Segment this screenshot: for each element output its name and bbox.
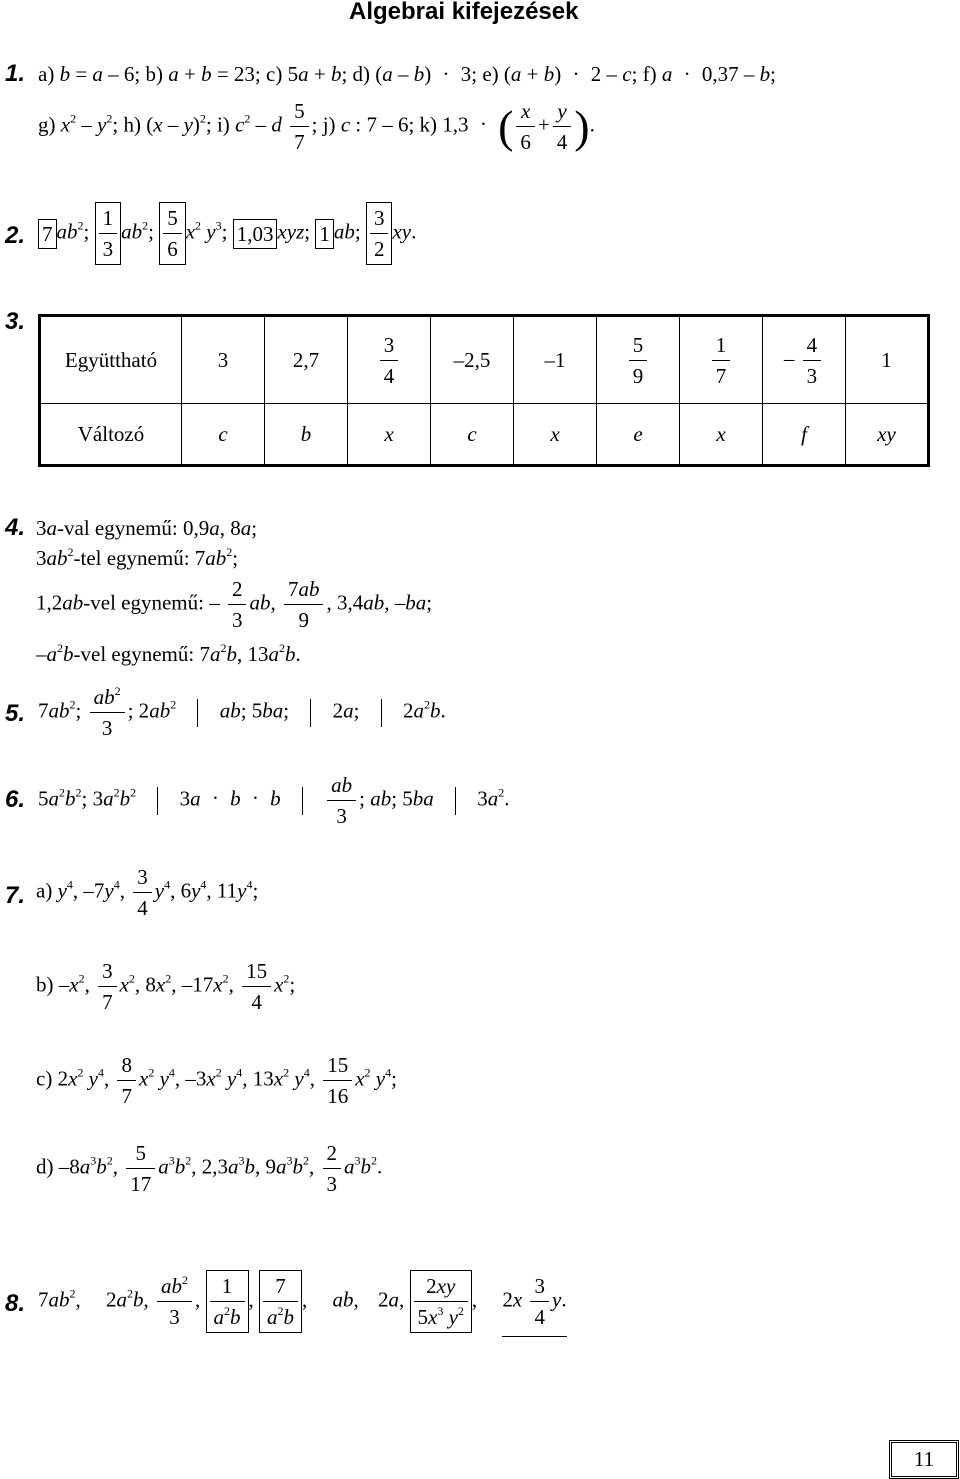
exercise-number-7: 7.: [5, 882, 26, 909]
table-cell: b: [265, 404, 348, 466]
exercise-number-4: 4.: [5, 514, 26, 541]
table-cell: $\frac{5}{9}$: [597, 316, 680, 404]
answer-7b: b) $-x^2$, $\frac{3}{7}$ $x^2$, $8x^2$, $-17x^2$, $\frac{15}{4}$ $x^2$;: [36, 956, 295, 1017]
answer-7a: a) $y^4$, $-7y^4$, $\frac{3}{4}$ $y^4$, $6y^4$, $11y^4$;: [36, 862, 258, 923]
table-cell: x: [348, 404, 431, 466]
table-cell: x: [514, 404, 597, 466]
exercise-number-2: 2.: [5, 222, 26, 249]
table-cell: e: [597, 404, 680, 466]
table-cell: f: [763, 404, 846, 466]
variable-row: [40, 404, 929, 466]
table-cell: –1: [514, 316, 597, 404]
answer-4-line-2: $3ab^2$-tel egynemű: $7ab^2$;: [36, 545, 239, 570]
page-number: 11: [889, 1440, 959, 1479]
table-cell: 3: [182, 316, 265, 404]
coefficient-row: [40, 316, 929, 404]
table-cell: 1: [846, 316, 929, 404]
table-cell: – $\frac{4}{3}$: [763, 316, 846, 404]
row-label-variable: Változó: [40, 404, 182, 466]
answer-4-line-1: 3a-val egynemű: 0,9a, 8a;: [36, 516, 258, 540]
answer-5: $7ab^2$; $\frac{ab^2}{3}$ ; $2ab^2$ ab; 5ba; 2a; $2a^2b$.: [38, 684, 446, 740]
table-cell: –2,5: [431, 316, 514, 404]
table-cell: xy: [846, 404, 929, 466]
answer-1-line-2: g) $x^2 - y^2$; h) (x – y)$^2$; i) $c^2$ – d $\frac{5}{7}$ ; j) c : 7 – 6; k) 1,3 · ( $\frac{x}{6}$ + $\frac{y}{4}$ ).: [38, 96, 595, 157]
exercise-number-6: 6.: [5, 786, 26, 813]
answer-7c: c) $2x^2$ $y^4$, $\frac{8}{7}$ $x^2$ $y^4$, $-3x^2$ $y^4$, $13x^2$ $y^4$, $\frac{15}{16}$ $x^2$ $y^4$;: [36, 1050, 397, 1111]
exercise-number-1: 1.: [5, 60, 26, 87]
answer-1-line-1: a) b = a – 6; b) a + b = 23; c) 5a + b; d) (a – b) · 3; e) (a + b) · 2 – c; f) a · 0,37 – b;: [38, 62, 777, 86]
answer-2: 7 $ab^2$; $\frac{1}{3}$ $ab^2$; $\frac{5}{6}$ $x^2$ $y^3$; 1,03 xyz; 1 ab; $\frac{3}{2}$ xy.: [38, 202, 416, 265]
exercise-number-8: 8.: [5, 1290, 26, 1317]
coefficient-variable-table: [38, 314, 930, 467]
table-cell: c: [431, 404, 514, 466]
page-title: Algebrai kifejezések: [349, 0, 579, 25]
table-cell: x: [680, 404, 763, 466]
table-cell: $\frac{3}{4}$: [348, 316, 431, 404]
answer-4-line-4: $-a^2b$-vel egynemű: $7a^2b$, $13a^2b$.: [36, 641, 301, 666]
answer-7d: d) $-8a^3b^2$, $\frac{5}{17}$ $a^3b^2$, $2,3a^3b$, $9a^3b^2$, $\frac{2}{3}$ $a^3b^2$.: [36, 1138, 382, 1199]
answer-4-line-3: 1,2ab-vel egynemű: – $\frac{2}{3}$ ab, $\frac{7ab}{9}$ , 3,4ab, –ba;: [36, 574, 432, 635]
table-cell: c: [182, 404, 265, 466]
table-cell: 2,7: [265, 316, 348, 404]
table-cell: $\frac{1}{7}$: [680, 316, 763, 404]
answer-8: $7ab^2$, $2a^2b$, $\frac{ab^2}{3}$ , $\frac{1}{a^2b}$ , $\frac{7}{a^2b}$ , ab, 2a, $\frac{2xy}{5x^3 y^2}$ , 2x $\frac{3}{4}$ y.: [38, 1270, 567, 1337]
row-label-coefficient: Együttható: [40, 316, 182, 404]
answer-6: $5a^2b^2$; $3a^2b^2$ 3a · b · b $\frac{ab}{3}$ ; ab; 5ba $3a^2$.: [38, 770, 510, 831]
exercise-number-5: 5.: [5, 700, 26, 727]
exercise-number-3: 3.: [5, 308, 26, 335]
